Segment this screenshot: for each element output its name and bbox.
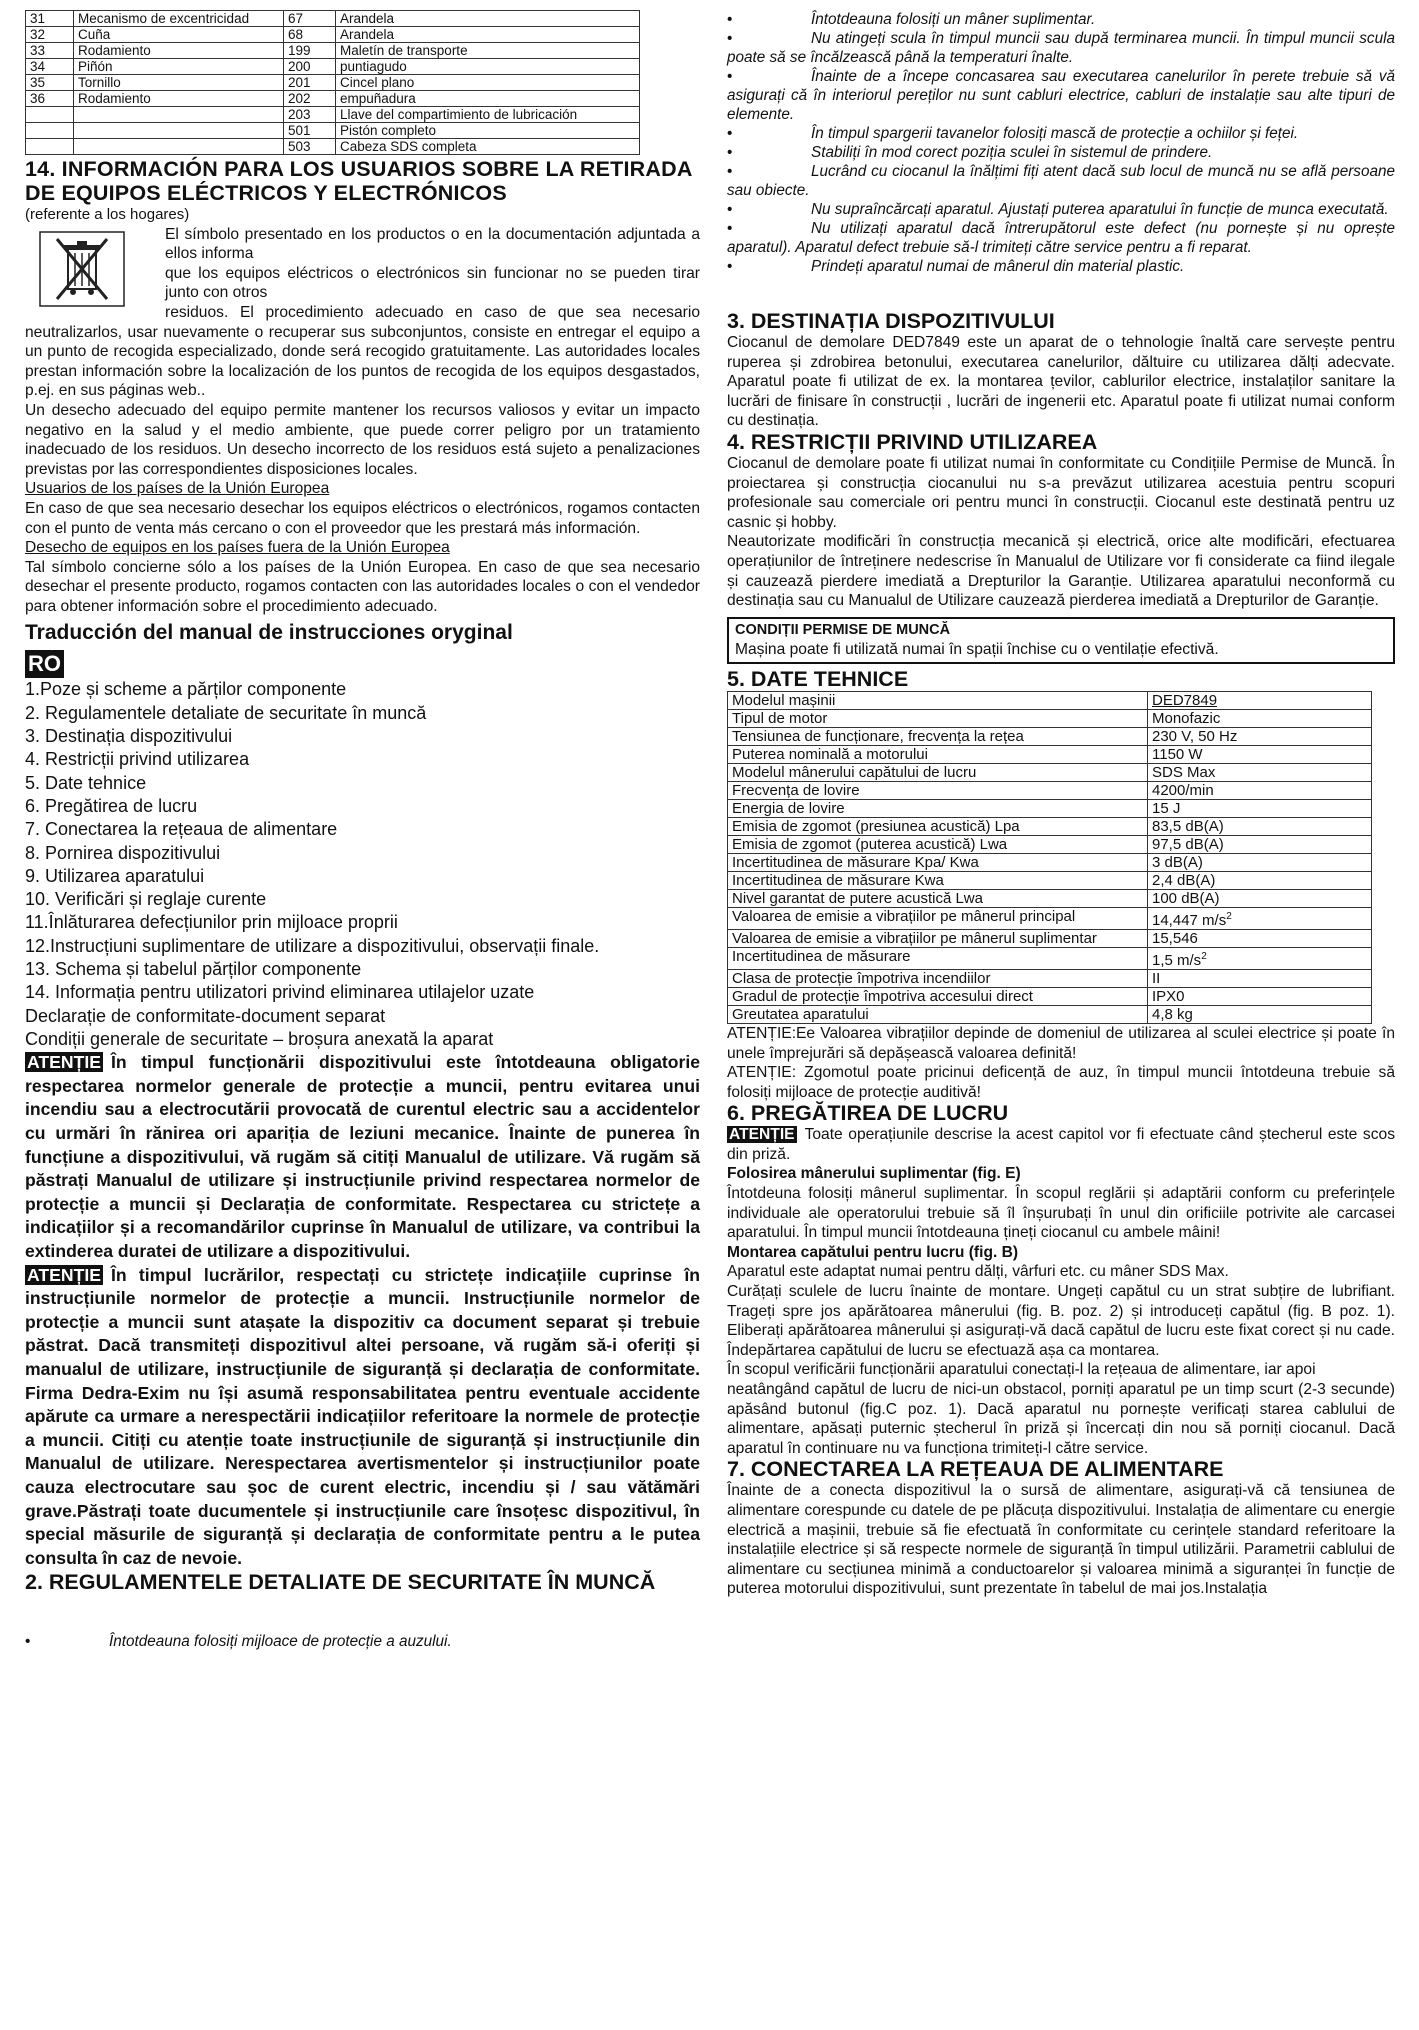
tech-value [1148,745,1372,763]
translation-title: Traducción del manual de instrucciones oryginal [25,621,513,645]
tech-value [1148,727,1372,745]
parts-row [26,11,640,27]
heading-4: 4. RESTRICȚII PRIVIND UTILIZAREA [727,429,1098,454]
tech-row [728,1005,1372,1023]
parts-cell: 68 [284,27,336,43]
eu-title: Usuarios de los países de la Unión Europea [25,480,330,498]
parts-cell: 36 [26,91,74,107]
toc-item: 2. Regulamentele detaliate de securitate în muncă [25,702,427,723]
heading-2: 2. REGULAMENTELE DETALIATE DE SECURITATE ÎN MUNCĂ [25,1570,656,1595]
parts-cell: Llave del compartimiento de lubricación [336,107,640,123]
parts-cell: Cabeza SDS completa [336,139,640,155]
bullet-dot: • [727,144,733,161]
safety-bullet-text: Lucrând cu ciocanul la înălțimi fiți atent dacă sub locul de muncă nu se află persoane sau obiecte. [727,163,1395,199]
noneu-text: Tal símbolo concierne sólo a los países de la Unión Europea. En caso de que sea necesario desechar el presente producto, rogamos contacten con las autoridades locales o con el vendedor para obtener información sobre el procedimiento adecuado. [25,558,700,615]
recycling-p3: residuos. El procedimiento adecuado en caso de que sea necesario neutralizarlos, usar nuevamente o recuperar sus subconjuntos, consiste en entregar el equipo a un punto de recogida especializado, donde será recogido gratuitamente. Las autoridades locales prestan información sobre la localización de los puntos de recogida de los equipos desgastados, p.ej. en sus páginas web.. [25,303,700,400]
tech-row [728,745,1372,763]
parts-cell: Maletín de transporte [336,43,640,59]
tech-value-text: 15 J [1152,799,1181,817]
section-6-start: neatângând capătul de lucru de nici-un obstacol, porniți aparatul pe un timp scurt (2-3 secunde) apăsând butonul (fig.C poz. 1). Dacă aparatul nu pornește verificați starea cablului de alimentare, apăsați puternic ștecherul în priză și încercați din nou să porniți ciocanul. Dacă aparatul în continuare nu va funcționa trimiteți-l către service. [727,1381,1395,1457]
section-4-text-b: Neautorizate modificări în construcția mecanică și electrică, orice alte modificări, efectuarea operațiunilor de întreținere nedescrise în Manualul de Utilizare vor fi considerate ca fiind ilegale și cauzează pierdere imediată a Drepturilor la Garanție. Utilizarea aparatului neconformă cu destinația sau cu Manualul de Utilizare cauzează pierderea imediată a Drepturilor de Garanție. [727,533,1395,610]
tech-key: Nivel garantat de putere acustică Lwa [728,889,1148,907]
tech-value-text: 1,5 m/s [1152,951,1202,969]
heading-6a: Folosirea mânerului suplimentar (fig. E) [727,1165,1021,1183]
tech-row [728,727,1372,745]
tech-row [728,889,1372,907]
eu-text: En caso de que sea necesario desechar los equipos eléctricos o electrónicos, rogamos contacten con el punto de venta más cercano o con el proveedor que les prestará más información. [25,499,700,537]
safety-bullet [727,124,1395,143]
parts-cell: 32 [26,27,74,43]
bullet-dot: • [727,11,733,28]
parts-cell: Piñón [74,59,284,75]
tech-row [728,907,1372,929]
tech-value [1148,969,1372,987]
parts-cell: 67 [284,11,336,27]
recycling-p4: Un desecho adecuado del equipo permite mantener los recursos valiosos y evitar un impacto negativo en la salud y el medio ambiente, que puede correr peligro por un tratamiento inadecuado de los residuos. Un desecho incorrecto de los residuos está sujeto a penalizaciones previstas por las correspondientes disposiciones locales. [25,401,700,478]
right-column [727,10,1395,1599]
toc-item: 12.Instrucțiuni suplimentare de utilizare a dispozitivului, observații finale. [25,935,600,956]
parts-cell [26,123,74,139]
tech-key: Frecvența de lovire [728,781,1148,799]
tech-value [1148,817,1372,835]
bullet-left-text: Întotdeauna folosiți mijloace de protecție a auzului. [109,1633,452,1651]
tech-key: Modelul mașinii [728,691,1148,709]
parts-cell: Mecanismo de excentricidad [74,11,284,27]
toc-item: 10. Verificări și reglaje curente [25,889,267,910]
section-4-text-a: Ciocanul de demolare poate fi utilizat numai în conformitate cu Condițiile Permise de Muncă. În proiectarea și construcția ciocanului nu s-a prevăzut utilizarea acestuia pentru scopuri profesionale sau comerciale ori pentru munci în construcții. Ciocanul este destinată pentru uz casnic și hobby. [727,454,1395,531]
parts-cell: Rodamiento [74,91,284,107]
tech-row [728,871,1372,889]
crossed-bin-icon [39,231,125,307]
tech-value-text: IPX0 [1152,987,1185,1005]
parts-row [26,91,640,107]
tech-value-text: SDS Max [1152,763,1216,781]
tech-value [1148,871,1372,889]
toc-item: 3. Destinația dispozitivului [25,726,233,747]
superscript: 2 [1201,950,1207,962]
tech-key: Incertitudinea de măsurare Kpa/ Kwa [728,853,1148,871]
tech-key: Greutatea aparatului [728,1005,1148,1023]
parts-cell: Pistón completo [336,123,640,139]
tech-key: Valoarea de emisie a vibrațiilor pe mânerul suplimentar [728,929,1148,947]
parts-cell: 202 [284,91,336,107]
parts-cell [74,107,284,123]
tech-value-text: DED7849 [1152,691,1218,709]
toc-item: 9. Utilizarea aparatului [25,865,205,886]
section-7-text: Înainte de a conecta dispozitivul la o sursă de alimentare, asigurați-vă că tensiunea de alimentare corespunde cu datele de pe plăcuța dispozitivului. Instalația de alimentare cu energie electrică a mașinii, trebuie să fie efectuată în conformitate cu cerințele standard referitoare la instalațiile electrice și să respecte normele de siguranță în timpul utilizării. Parametrii cablului de alimentare cu secțiunea minimă a conductoarelor și valoarea minimă a siguranței în funcție de puterea motorului dispozitivului, sunt prezentate în tabelul de mai jos.Instalația [727,1482,1395,1598]
tech-key: Clasa de protecție împotriva incendiilor [728,969,1148,987]
section-6-mount: Curățați sculele de lucru înainte de montare. Ungeți capătul cu un strat subțire de lubrifiant. Trageți spre jos apărătoarea mânerului (fig. B. poz. 2) și introduceți capătul (fig. B poz. 1). Eliberați apărătoarea mânerului și asigurați-vă dacă capătul de lucru este fixat corect și nu cade. Îndepărtarea capătului de lucru se efectuază așa ca montarea. [727,1283,1395,1359]
tech-key: Emisia de zgomot (presiunea acustică) Lpa [728,817,1148,835]
tech-value [1148,709,1372,727]
tech-key: Tensiunea de funcționare, frecvența la rețea [728,727,1148,745]
parts-cell: Rodamiento [74,43,284,59]
tech-row [728,969,1372,987]
parts-row [26,139,640,155]
parts-row [26,43,640,59]
parts-cell: puntiagudo [336,59,640,75]
safety-bullet [727,162,1395,200]
bullet-dot: • [727,201,733,218]
toc-item: 8. Pornirea dispozitivului [25,842,221,863]
tech-key: Incertitudinea de măsurare [728,947,1148,969]
toc-item: 4. Restricții privind utilizarea [25,749,250,770]
atentie-label: ATENȚIE [27,1264,101,1285]
tech-value-text: 230 V, 50 Hz [1152,727,1238,745]
parts-table [25,10,640,155]
toc-item: 1.Poze și scheme a părților componente [25,679,347,700]
tech-value [1148,763,1372,781]
safety-bullet [727,67,1395,124]
tech-row [728,691,1372,709]
section-3-text: Ciocanul de demolare DED7849 este un aparat de o tehnologie înaltă care servește pentru ruperea și zdrobirea betonului, executarea canelurilor, dăltuire cu utilizarea dălți adecvate. Aparatul poate fi utilizat de ex. la montarea țevilor, cablurilor electrice, instalaților sanitare la lucrări de finisare în construcții , lucrări de ingenerii etc. Aparatul poate fi utilizat numai conform cu destinația. [727,334,1395,430]
recycling-p1: El símbolo presentado en los productos o en la documentación adjuntada a ellos informa [165,225,700,263]
toc-item: 11.Înlăturarea defecțiunilor prin mijloace proprii [25,912,398,933]
left-column [25,10,700,1651]
section-6-sds: Aparatul este adaptat numai pentru dălți, vârfuri etc. cu mâner SDS Max. [727,1263,1229,1281]
tech-value-text: 4,8 kg [1152,1005,1193,1023]
tech-row [728,763,1372,781]
toc-item: 14. Informația pentru utilizatori privind eliminarea utilajelor uzate [25,982,535,1003]
parts-cell: Cuña [74,27,284,43]
note-vibration: ATENȚIE:Ee Valoarea vibrațiilor depinde de domeniul de utilizarea al sculei electrice și poate în unele împrejurări să depășească valoarea definită! [727,1024,1395,1062]
superscript: 2 [1226,910,1232,922]
parts-cell: Arandela [336,27,640,43]
section-6-intro [727,1125,1395,1164]
tech-key: Gradul de protecție împotriva accesului direct [728,987,1148,1005]
warning-1-text: În timpul funcționării dispozitivului este întotdeauna obligatorie respectarea normelor generale de protecție a muncii, pentru evitarea unui incendiu sau a electrocutării provocată de curentul electric sau a accidentelor cu urmări în rănirea ori apariția de leziuni mecanice. Înainte de punerea în funcțiune a dispozitivului, vă rugăm să citiți Manualul de utilizare. Vă rugăm să păstrați Manualul de utilizare și instrucțiunile privind respectarea normelor de protecție a muncii și Declarația de conformitate. Respectarea cu strictețe a indicațiilor și a recomandărilor cuprinse în Manualul de utilizare, va contribui la extinderea duratei de utilizare a dispozitivului. [25,1052,700,1261]
toc-item: 5. Date tehnice [25,772,147,793]
safety-bullet-text: Stabiliți în mod corect poziția sculei în sistemul de prindere. [811,144,1213,161]
heading-14: 14. INFORMACIÓN PARA LOS USUARIOS SOBRE LA RETIRADA DE EQUIPOS ELÉCTRICOS Y ELECTRÓNICOS [25,157,692,205]
parts-cell: Arandela [336,11,640,27]
tech-value-text: 14,447 m/s [1152,911,1227,929]
safety-bullet-text: Nu suprаîncărcați aparatul. Ajustați puterea aparatului în funcție de munca executată. [811,201,1389,218]
tech-value [1148,907,1372,929]
parts-cell [26,139,74,155]
parts-cell: Tornillo [74,75,284,91]
bullet-dot: • [727,258,733,275]
tech-row [728,799,1372,817]
tech-value [1148,853,1372,871]
safety-bullet-text: Prindeți aparatul numai de mânerul din material plastic. [811,258,1185,275]
tech-value-text: 4200/min [1152,781,1214,799]
tech-row [728,987,1372,1005]
tech-data-table [727,691,1372,1024]
safety-bullet [727,257,1395,276]
parts-cell: 203 [284,107,336,123]
warning-1 [25,1051,700,1263]
bullet-dot: • [25,1633,31,1651]
safety-bullet [727,29,1395,67]
parts-cell [74,123,284,139]
parts-cell: Cincel plano [336,75,640,91]
tech-key: Emisia de zgomot (puterea acustică) Lwa [728,835,1148,853]
toc-item: Declarație de conformitate-document separat [25,1005,386,1026]
parts-cell: 35 [26,75,74,91]
parts-row [26,123,640,139]
parts-cell: 199 [284,43,336,59]
safety-bullets [727,10,1395,276]
heading-3: 3. DESTINAȚIA DISPOZITIVULUI [727,309,1055,333]
bullet-dot: • [727,68,733,85]
tech-key: Tipul de motor [728,709,1148,727]
safety-bullet [727,10,1395,29]
tech-value-text: 15,546 [1152,929,1198,947]
note-noise: ATENȚIE: Zgomotul poate pricinui deficență de auz, în timpul muncii întotdeuna trebuie să folosiți mijloace de protecție auditivă! [727,1064,1395,1101]
tech-value [1148,947,1372,969]
bullet-dot: • [727,125,733,142]
parts-cell: 501 [284,123,336,139]
tech-key: Energia de lovire [728,799,1148,817]
safety-bullet [727,219,1395,257]
atentie-label: ATENȚIE [27,1052,101,1073]
parts-cell [74,139,284,155]
recycling-p2: que los equipos eléctricos o electrónicos sin funcionar no se pueden tirar junto con otros [165,264,700,302]
safety-bullet-text: Întotdeauna folosiți un mâner suplimentar. [811,11,1096,28]
toc-item: Condiții generale de securitate – broșura anexată la aparat [25,1028,494,1049]
heading-5: 5. DATE TEHNICE [727,666,909,691]
parts-cell: 503 [284,139,336,155]
section-6-handle: Întotdeuna folosiți mânerul suplimentar. În scopul reglării și adaptării conform cu preferințele individuale ale operatorului trebuie să îl înșurubați în unul din orificiile potrivite ale carcasei aparatului. În timpul muncii întotdeauna țineți ciocanul cu ambele mâini! [727,1185,1395,1242]
heading-6: 6. PREGĂTIREA DE LUCRU [727,1101,1009,1126]
section-6-intro-text: Toate operațiunile descrise la acest capitol vor fi efectuate când ștecherul este scos din priză. [727,1126,1395,1163]
ro-language-badge: RO [25,650,64,678]
parts-row [26,59,640,75]
tech-value [1148,781,1372,799]
recycling-section [25,225,700,401]
safety-bullet-text: În timpul spargerii tavanelor folosiți mască de protecție a ochiilor și feței. [811,125,1299,142]
safety-bullet [727,143,1395,162]
box-title: CONDIȚII PERMISE DE MUNCĂ [735,621,951,638]
parts-cell [26,107,74,123]
tech-key: Modelul mânerului capătului de lucru [728,763,1148,781]
tech-value [1148,929,1372,947]
tech-row [728,929,1372,947]
tech-key: Valoarea de emisie a vibrațiilor pe mânerul principal [728,907,1148,929]
safety-bullet [727,200,1395,219]
heading-14-sub: (referente a los hogares) [25,206,190,223]
tech-value-text: Monofazic [1152,709,1221,727]
bullet-dot: • [727,30,733,47]
tech-value-text: 83,5 dB(A) [1152,817,1224,835]
tech-value-text: 2,4 dB(A) [1152,871,1216,889]
tech-value-text: 3 dB(A) [1152,853,1203,871]
noneu-title: Desecho de equipos en los países fuera de la Unión Europea [25,539,450,557]
heading-6b: Montarea capătului pentru lucru (fig. B) [727,1243,1019,1261]
heading-7: 7. CONECTAREA LA REȚEAUA DE ALIMENTARE [727,1457,1224,1482]
parts-row [26,75,640,91]
permitted-conditions-box [727,617,1395,664]
tech-value [1148,889,1372,907]
tech-value-text: 97,5 dB(A) [1152,835,1224,853]
tech-value-text: 1150 W [1152,745,1203,763]
tech-value [1148,1005,1372,1023]
toc-item: 7. Conectarea la rețeaua de alimentare [25,819,338,840]
toc-item: 13. Schema și tabelul părților componente [25,959,362,980]
parts-row [26,107,640,123]
tech-value-text: 100 dB(A) [1152,889,1220,907]
parts-cell: 33 [26,43,74,59]
section-6-check: În scopul verificării funcționării aparatului conectați-l la rețeaua de alimentare, iar apoi [727,1361,1316,1379]
tech-row [728,853,1372,871]
box-text: Mașina poate fi utilizată numai în spații închise cu o ventilație efectivă. [735,641,1219,659]
tech-key: Incertitudinea de măsurare Kwa [728,871,1148,889]
tech-value [1148,835,1372,853]
safety-bullet-text: Înainte de a începe concasarea sau executarea canelurilor în perete trebuie să vă asigurați că în interiorul pereților nu sunt cabluri electrice, cabluri de instalație sau alte tipuri de elemente. [727,68,1395,123]
bullet-dot: • [727,163,733,180]
atentie-label: ATENȚIE [729,1126,795,1144]
tech-row [728,835,1372,853]
tech-row [728,817,1372,835]
tech-value [1148,691,1372,709]
bullet-dot: • [727,220,733,237]
parts-cell: 201 [284,75,336,91]
table-of-contents [25,678,700,1051]
parts-cell: 200 [284,59,336,75]
warning-2 [25,1264,700,1571]
parts-cell: 31 [26,11,74,27]
tech-key: Puterea nominală a motorului [728,745,1148,763]
tech-row [728,947,1372,969]
parts-cell: 34 [26,59,74,75]
safety-bullet-text: Nu atingeți scula în timpul muncii sau după terminarea muncii. În timpul muncii scula poate să se încălzească până la temperaturi înalte. [727,30,1395,66]
bullet-left [25,1632,700,1651]
tech-value [1148,799,1372,817]
tech-row [728,781,1372,799]
parts-cell: empuñadura [336,91,640,107]
warning-2-text: În timpul lucrărilor, respectați cu strictețe indicațiile cuprinse în instrucțiunile normelor de protecție a muncii. Instrucțiunile normelor de protecție a muncii sunt atașate la dispozitiv ca document separat și trebuie păstrat. Dacă transmiteți dispozitivul altei persoane, vă rugăm să-i oferiți și manualul de utilizare, instrucțiunile de siguranță și declarația de conformitate. Firma Dedra-Exim nu își asumă responsabilitatea pentru eventuale accidente apărute ca urmare a nerespectării indicațiilor referitoare la normele de protecție a muncii. Citiți cu atenție toate instrucțiunile de siguranță și instrucțiunile din Manualul de utilizare. Nerespectarea avertismentelor și instrucțiunilor poate cauza electrocutare sau șoc de curent electric, incendiu și / sau vătămări grave.Păstrați toate ducumentele și instrucțiunile care însoțesc dispozitivul, în special măsurile de siguranță și declarația de conformitate pentru a le putea consulta în caz de nevoie. [25,1264,700,1568]
parts-row [26,27,640,43]
safety-bullet-text: Nu utilizați aparatul dacă întrerupătorul este defect (nu pornește și nu oprește aparatul). Aparatul defect trebuie să-l trimiteți către service pentru a fi reparat. [727,220,1395,256]
tech-row [728,709,1372,727]
tech-value [1148,987,1372,1005]
toc-item: 6. Pregătirea de lucru [25,795,198,816]
tech-value-text: II [1152,969,1161,987]
